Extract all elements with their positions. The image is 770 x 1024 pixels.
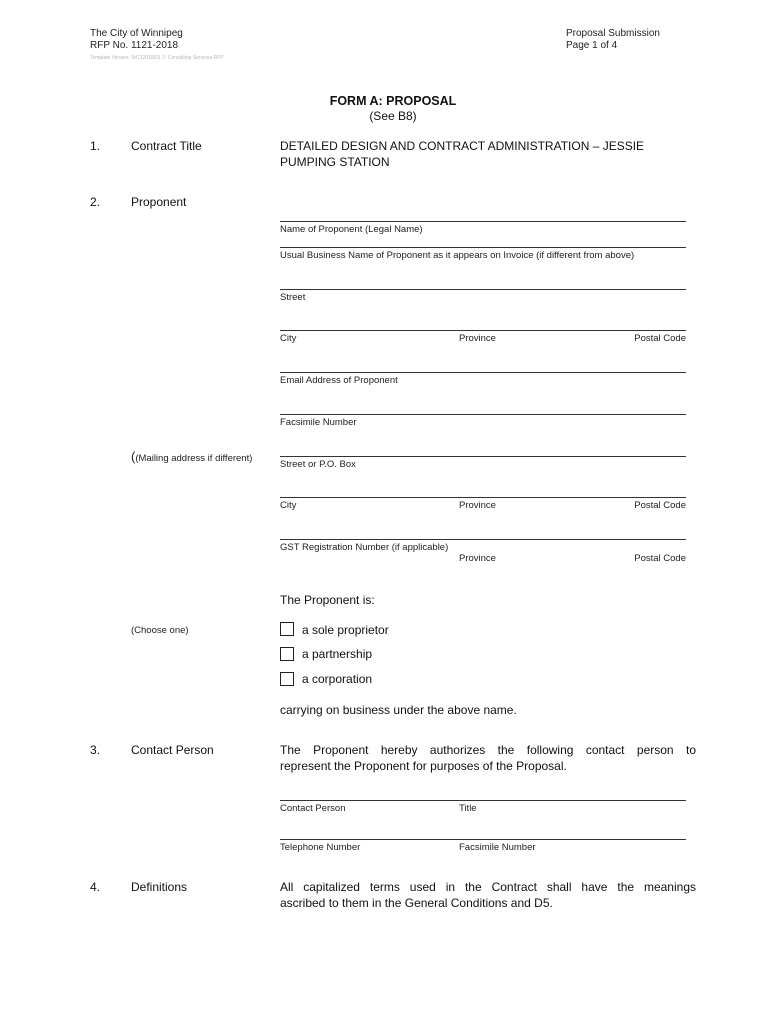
definitions-text-line1: All capitalized terms used in the Contract shall have the meanings	[280, 880, 696, 894]
contract-title-line2: PUMPING STATION	[280, 155, 390, 169]
city-province-postal-line[interactable]	[280, 330, 686, 331]
contact-authorization-line1: The Proponent hereby authorizes the following contact person to	[280, 743, 696, 757]
province-label: Province	[459, 333, 496, 344]
street-po-label: Street or P.O. Box	[280, 459, 356, 470]
contract-title-line1: DETAILED DESIGN AND CONTRACT ADMINISTRATION – JESSIE	[280, 139, 645, 153]
business-name-line[interactable]	[280, 247, 686, 248]
form-subtitle: (See B8)	[369, 109, 417, 123]
section-2-label: Proponent	[131, 195, 187, 209]
name-legal-label: Name of Proponent (Legal Name)	[280, 224, 423, 235]
name-legal-line[interactable]	[280, 221, 686, 222]
telephone-label: Telephone Number	[280, 842, 361, 853]
definitions-text-line2: ascribed to them in the General Conditions and D5.	[280, 896, 553, 910]
sole-proprietor-checkbox[interactable]	[280, 622, 294, 636]
postal-code-label: Postal Code	[634, 333, 686, 344]
fax-line[interactable]	[280, 414, 686, 415]
gst-label: GST Registration Number (if applicable)	[280, 542, 449, 553]
corporation-label: a corporation	[302, 672, 373, 686]
header-rfp-number: RFP No. 1121-2018	[90, 40, 179, 51]
header-org: The City of Winnipeg	[90, 28, 183, 39]
email-line[interactable]	[280, 372, 686, 373]
section-1-label: Contract Title	[131, 139, 202, 153]
section-3-label: Contact Person	[131, 743, 214, 757]
gst-province-label: Province	[459, 553, 496, 564]
sole-proprietor-label: a sole proprietor	[302, 623, 389, 637]
mailing-postal-label: Postal Code	[634, 500, 686, 511]
section-4-label: Definitions	[131, 880, 188, 894]
mailing-address-note: ((Mailing address if different)	[131, 449, 253, 464]
contact-authorization-line2: represent the Proponent for purposes of the Proposal.	[280, 759, 567, 773]
corporation-checkbox[interactable]	[280, 672, 294, 686]
contact-title-label: Title	[459, 803, 477, 814]
gst-postal-label: Postal Code	[634, 553, 686, 564]
mailing-province-label: Province	[459, 500, 496, 511]
gst-line[interactable]	[280, 539, 686, 540]
section-4-number: 4.	[90, 880, 101, 894]
partnership-label: a partnership	[302, 647, 373, 661]
section-1-number: 1.	[90, 139, 101, 153]
header-template-version: Template Version: SrC12018/01 2- Consulting Services RFP	[90, 55, 224, 61]
city-label: City	[280, 333, 297, 344]
choose-one-note: (Choose one)	[131, 625, 189, 636]
form-title: FORM A: PROPOSAL	[329, 94, 457, 108]
section-2-number: 2.	[90, 195, 101, 209]
telephone-fax-line[interactable]	[280, 839, 686, 840]
proponent-is-label: The Proponent is:	[280, 593, 375, 607]
contact-person-line[interactable]	[280, 800, 686, 801]
mailing-city-label: City	[280, 500, 297, 511]
street-line[interactable]	[280, 289, 686, 290]
mailing-city-line[interactable]	[280, 497, 686, 498]
carrying-on-business-text: carrying on business under the above name.	[280, 703, 517, 717]
contact-person-label: Contact Person	[280, 803, 346, 814]
business-name-label: Usual Business Name of Proponent as it appears on Invoice (if different from above)	[280, 250, 635, 261]
header-page-number: Page 1 of 4	[566, 40, 618, 51]
partnership-checkbox[interactable]	[280, 647, 294, 661]
header-doc-type: Proposal Submission	[566, 28, 660, 39]
street-po-line[interactable]	[280, 456, 686, 457]
section-3-number: 3.	[90, 743, 101, 757]
fax-label: Facsimile Number	[280, 417, 357, 428]
contact-fax-label: Facsimile Number	[459, 842, 536, 853]
email-label: Email Address of Proponent	[280, 375, 398, 386]
street-label: Street	[280, 292, 306, 303]
